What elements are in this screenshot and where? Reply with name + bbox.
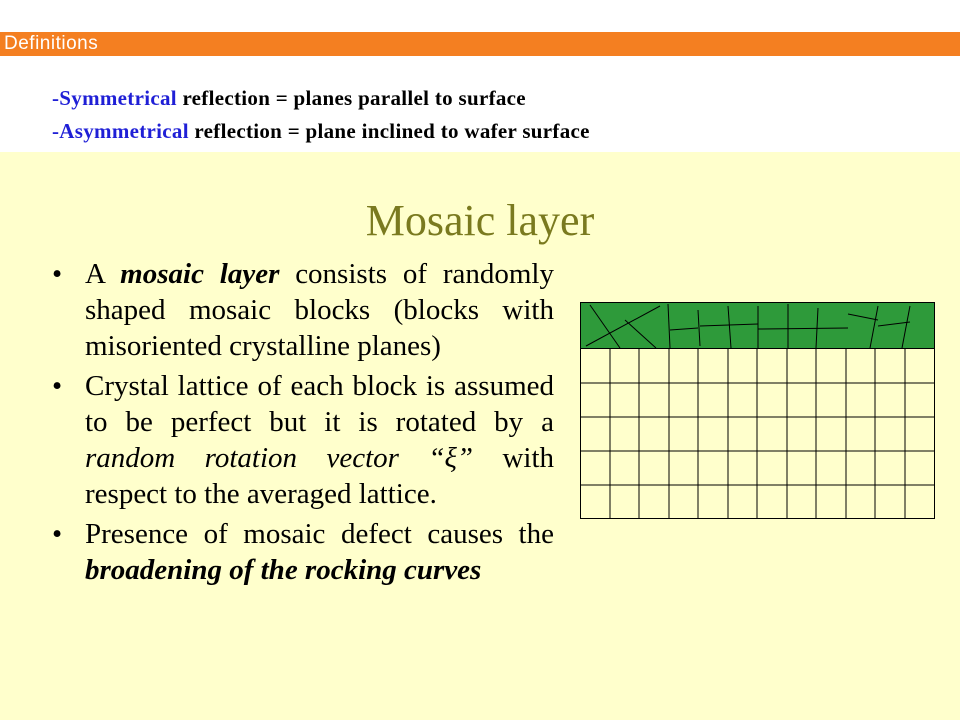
bullet-dot: • [52,518,63,550]
definition-symmetrical [52,86,526,111]
definitions-header-bar [0,32,960,56]
definition-term: Asymmetrical [59,119,189,143]
bullet-mosaic-definition [52,256,554,364]
bullet-mosaic-defect [52,516,554,588]
definitions-header: Definitions [4,33,99,54]
definition-text: reflection = planes parallel to surface [176,86,526,110]
definition-prefix: - [52,86,60,110]
mosaic-layer-band [581,303,935,349]
bullet-emphasis: random rotation vector “ξ” [85,442,474,474]
bullet-emphasis: mosaic layer [120,258,280,290]
bullet-text: A [85,258,121,290]
bullet-dot: • [52,370,63,402]
lattice-grid [581,349,936,520]
definition-asymmetrical [52,119,590,144]
bullet-text: with respect to the averaged lattice. [85,442,554,510]
bullet-dot: • [52,258,63,290]
mosaic-diagram [580,302,938,522]
bullet-emphasis: broadening of the rocking curves [85,554,482,586]
bullet-text: Presence of mosaic defect causes the [85,518,554,550]
definitions-panel [0,0,960,150]
bullet-crystal-lattice [52,368,554,512]
definition-prefix: - [52,119,60,143]
slide-title: Mosaic layer [365,196,595,245]
definition-term: Symmetrical [59,86,177,110]
slide-mosaic-layer [0,152,960,720]
definition-text: reflection = plane inclined to wafer surface [188,119,590,143]
bullet-list [52,256,554,592]
bullet-text: Crystal lattice of each block is assumed to be perfect but it is rotated by a [85,370,554,438]
bullet-text: consists of randomly shaped mosaic blocks (blocks with misoriented crystalline planes) [85,258,554,362]
